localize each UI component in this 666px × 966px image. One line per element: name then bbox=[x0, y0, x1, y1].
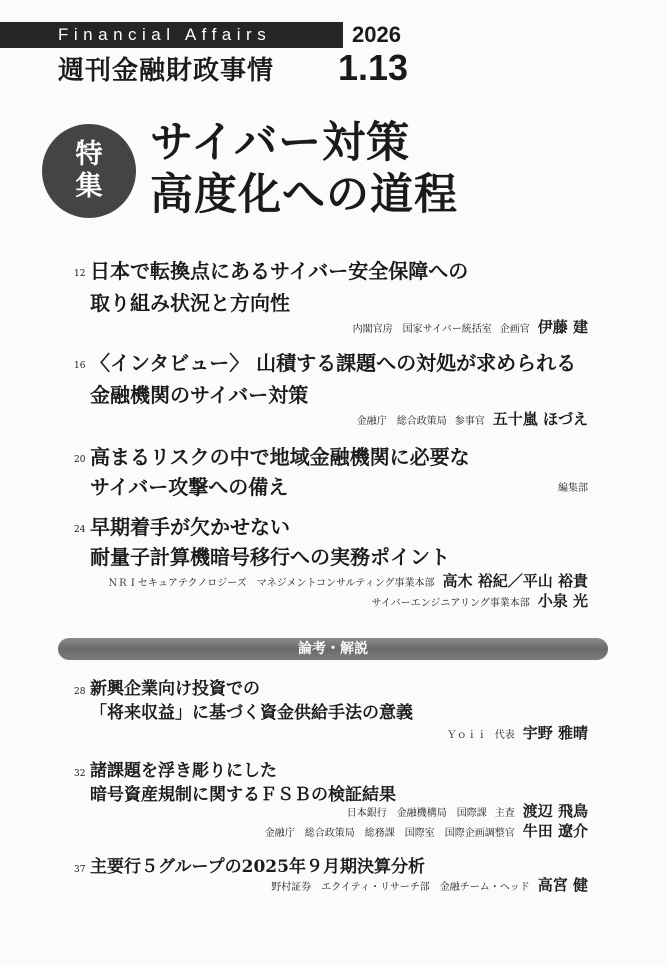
feature-title-line2: 高度化への道程 bbox=[150, 170, 458, 220]
byline-org: 金融庁 総合政策局 bbox=[356, 416, 447, 427]
article-title-line: 高まるリスクの中で地域金融機関に必要な bbox=[90, 445, 470, 469]
byline-role: 代表 bbox=[494, 730, 515, 741]
byline-org: 内閣官房 国家サイバー統括室 bbox=[352, 324, 492, 335]
byline-org: Ｙｏｉｉ bbox=[446, 730, 487, 741]
byline bbox=[265, 822, 588, 843]
byline bbox=[108, 572, 588, 593]
article-title-line: 早期着手が欠かせない bbox=[90, 515, 290, 539]
article-title-line: サイバー攻撃への備え bbox=[90, 475, 289, 499]
byline bbox=[372, 592, 588, 613]
page-number: 37 bbox=[74, 865, 86, 875]
byline-name: 渡辺 飛鳥 bbox=[522, 802, 588, 820]
article-title-line: 「将来収益」に基づく資金供給手法の意義 bbox=[90, 703, 413, 723]
byline bbox=[271, 876, 588, 897]
feature-badge-bottom: 集 bbox=[75, 171, 103, 202]
section-label: 論考・解説 bbox=[298, 641, 368, 657]
byline-org: 日本銀行 金融機構局 国際課 bbox=[346, 808, 487, 819]
byline-name: 高木 裕紀／平山 裕貴 bbox=[442, 572, 588, 590]
article-title-line: 日本で転換点にあるサイバー安全保障への bbox=[90, 259, 469, 283]
byline-role: 主査 bbox=[494, 808, 515, 819]
byline-role: 企画官 bbox=[499, 324, 530, 335]
byline bbox=[353, 318, 588, 339]
byline-role: 参事官 bbox=[454, 416, 485, 427]
feature-badge-top: 特 bbox=[75, 139, 103, 170]
section-header bbox=[58, 638, 608, 660]
byline-name: 伊藤 建 bbox=[537, 318, 588, 336]
magazine-title: 週刊金融財政事情 bbox=[58, 56, 275, 86]
byline-org: 野村証券 エクイティ・リサーチ部 金融チーム・ヘッド bbox=[271, 882, 530, 893]
issue-year: 2026 bbox=[352, 22, 401, 47]
feature-badge bbox=[42, 124, 136, 218]
feature-title-line1: サイバー対策 bbox=[150, 118, 411, 168]
byline bbox=[447, 724, 588, 745]
page-number: 28 bbox=[74, 687, 86, 697]
article-title-line: 主要行５グループの2025年９月期決算分析 bbox=[90, 857, 425, 877]
byline-name: 牛田 遼介 bbox=[522, 822, 588, 840]
byline bbox=[558, 480, 588, 498]
article-title-line: 諸課題を浮き彫りにした bbox=[90, 761, 277, 781]
article-title-line: 金融機関のサイバー対策 bbox=[90, 383, 309, 407]
byline-org: ＮＲＩセキュアテクノロジーズ マネジメントコンサルティング事業本部 bbox=[107, 578, 435, 589]
byline-name: 高宮 健 bbox=[537, 876, 588, 894]
article-title-line: 取り組み状況と方向性 bbox=[90, 291, 290, 315]
article-title-line: 〈インタビュー〉 山積する課題への対処が求められる bbox=[90, 351, 577, 375]
byline-name: 宇野 雅晴 bbox=[522, 724, 588, 742]
series-name: Financial Affairs bbox=[58, 25, 272, 44]
article-title-line: 新興企業向け投資での bbox=[90, 679, 260, 699]
byline-name: 小泉 光 bbox=[537, 592, 588, 610]
article-title-line: 暗号資産規制に関するＦＳＢの検証結果 bbox=[90, 785, 396, 805]
byline-org: 金融庁 総合政策局 総務課 国際室 国際企画調整官 bbox=[264, 828, 515, 839]
byline bbox=[347, 802, 588, 823]
article-title-line: 耐量子計算機暗号移行への実務ポイント bbox=[90, 545, 450, 569]
byline-name: 編集部 bbox=[558, 483, 588, 494]
issue-date: 1.13 bbox=[338, 47, 409, 88]
byline bbox=[357, 410, 588, 431]
page-number: 12 bbox=[74, 269, 86, 279]
page-number: 16 bbox=[74, 361, 86, 371]
byline-org: サイバーエンジニアリング事業本部 bbox=[371, 598, 530, 609]
page-number: 20 bbox=[74, 455, 86, 465]
page-number: 24 bbox=[74, 525, 86, 535]
byline-name: 五十嵐 ほづえ bbox=[492, 410, 588, 428]
page-number: 32 bbox=[74, 769, 86, 779]
